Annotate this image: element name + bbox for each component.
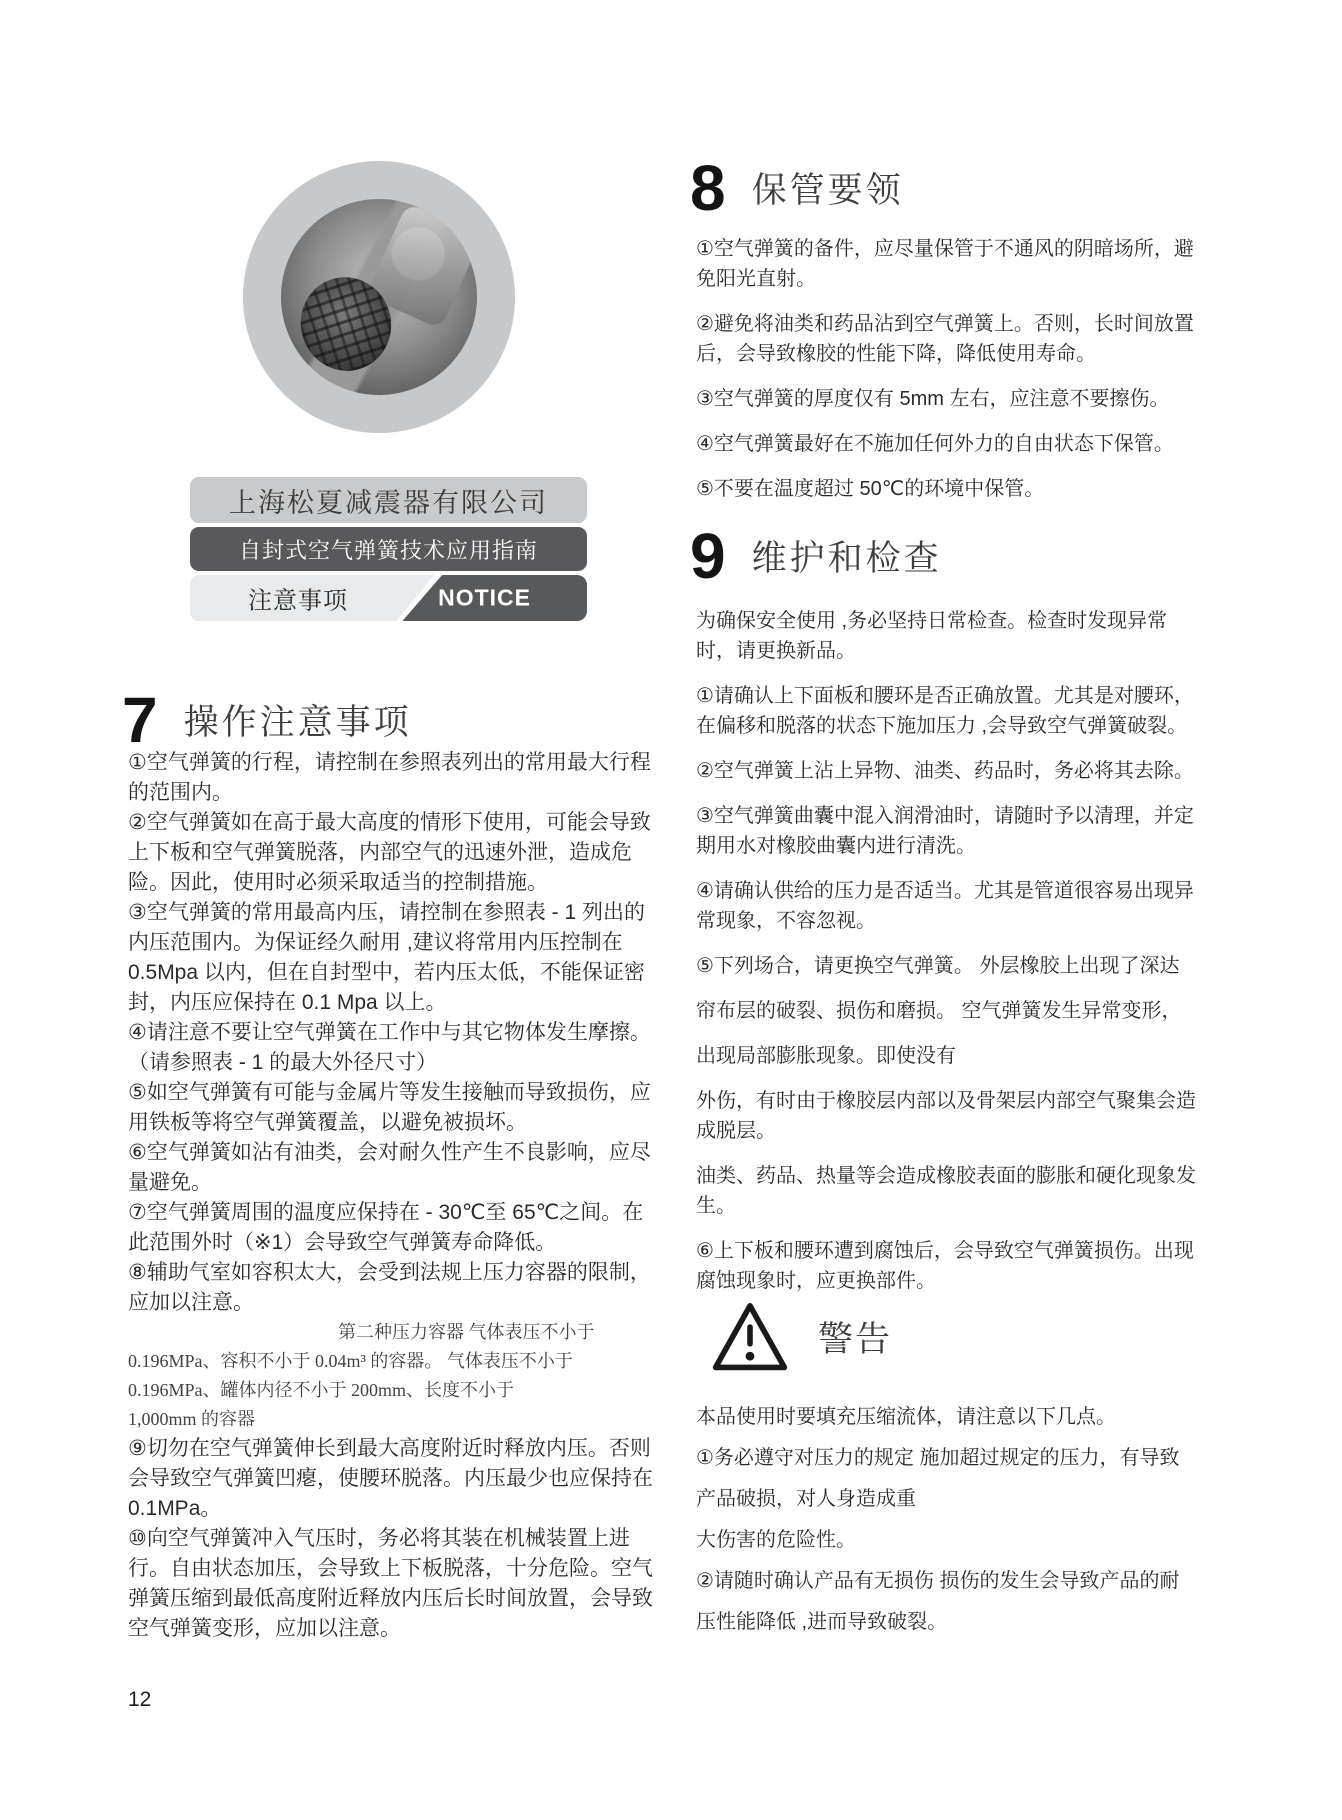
section-7-paragraph: ⑨切勿在空气弹簧伸长到最大高度附近时释放内压。否则会导致空气弹簧凹瘪，使腰环脱落。内压最少也应保持在 0.1MPa。 bbox=[128, 1437, 653, 1520]
notice-label-zh: 注意事项 bbox=[248, 587, 348, 615]
section-8-item: ①空气弹簧的备件，应尽量保管于不通风的阴暗场所，避免阳光直射。 bbox=[696, 238, 1194, 290]
warning-triangle-icon bbox=[710, 1300, 790, 1374]
section-8-item: ②避免将油类和药品沾到空气弹簧上。否则，长时间放置后，会导致橡胶的性能下降，降低使用寿命。 bbox=[696, 313, 1194, 365]
guide-subtitle-banner bbox=[190, 527, 587, 571]
section-8-number: 8 bbox=[690, 152, 726, 224]
section-7-title: 操作注意事项 bbox=[183, 703, 412, 742]
air-spring-photo bbox=[281, 199, 477, 395]
page-number: 12 bbox=[128, 1688, 152, 1711]
company-name-banner bbox=[190, 477, 587, 523]
section-8-item: ⑤不要在温度超过 50℃的环境中保管。 bbox=[696, 478, 1045, 500]
section-9-item: ②空气弹簧上沾上异物、油类、药品时，务必将其去除。 bbox=[696, 760, 1194, 782]
warning-line: ①务必遵守对压力的规定 施加超过规定的压力，有导致 bbox=[696, 1447, 1180, 1469]
section-7-paragraph: ⑤如空气弹簧有可能与金属片等发生接触而导致损伤，应用铁板等将空气弹簧覆盖，以避免被损坏。 bbox=[128, 1081, 651, 1134]
pressure-vessel-note-line: 0.196MPa、罐体内径不小于 200mm、长度不小于 bbox=[128, 1380, 515, 1400]
section-9-body bbox=[696, 606, 1200, 1311]
section-9-item: ③空气弹簧曲囊中混入润滑油时，请随时予以清理，并定期用水对橡胶曲囊内进行清洗。 bbox=[696, 805, 1194, 857]
section-8-title: 保管要领 bbox=[751, 171, 904, 210]
section-7-number: 7 bbox=[122, 684, 158, 756]
notice-label-en: NOTICE bbox=[438, 584, 531, 611]
section-9-item: 出现局部膨胀现象。即使没有 bbox=[696, 1045, 956, 1067]
warning-line: 产品破损，对人身造成重 bbox=[696, 1488, 916, 1510]
warning-title: 警告 bbox=[818, 1320, 893, 1359]
section-8-body bbox=[696, 234, 1200, 519]
section-9-item: 外伤，有时由于橡胶层内部以及骨架层内部空气聚集会造成脱层。 bbox=[696, 1090, 1196, 1142]
section-9-item: ⑤下列场合，请更换空气弹簧。 外层橡胶上出现了深达 bbox=[696, 955, 1180, 977]
section-8-heading bbox=[690, 152, 904, 224]
section-9-title: 维护和检查 bbox=[751, 539, 942, 578]
product-photo-ring bbox=[243, 161, 515, 433]
section-7-paragraph: ③空气弹簧的常用最高内压，请控制在参照表 - 1 列出的内压范围内。为保证经久耐用 ,建议将常用内压控制在 0.5Mpa 以内，但在自封型中，若内压太低，不能保证密封，内压应保持在 0.1 Mpa 以上。 bbox=[128, 901, 645, 1014]
notice-tab bbox=[190, 575, 587, 621]
pressure-vessel-note-line: 0.196MPa、容积不小于 0.04m³ 的容器。 气体表压不小于 bbox=[128, 1351, 573, 1371]
section-7-paragraph: ④请注意不要让空气弹簧在工作中与其它物体发生摩擦。（请参照表 - 1 的最大外径尺寸） bbox=[128, 1021, 651, 1074]
section-7-paragraph: ⑥空气弹簧如沾有油类，会对耐久性产生不良影响，应尽量避免。 bbox=[128, 1141, 651, 1194]
warning-line: 大伤害的危险性。 bbox=[696, 1529, 856, 1551]
section-9-heading bbox=[690, 520, 942, 592]
section-9-number: 9 bbox=[690, 520, 726, 592]
section-7-body bbox=[128, 748, 656, 1644]
warning-body bbox=[696, 1402, 1200, 1648]
section-9-item: ④请确认供给的压力是否适当。尤其是管道很容易出现异常现象，不容忽视。 bbox=[696, 880, 1194, 932]
section-7-paragraph: ①空气弹簧的行程，请控制在参照表列出的常用最大行程的范围内。 bbox=[128, 751, 651, 804]
section-9-item: 油类、药品、热量等会造成橡胶表面的膨胀和硬化现象发生。 bbox=[696, 1165, 1196, 1217]
pressure-vessel-note-line: 1,000mm 的容器 bbox=[128, 1409, 256, 1429]
warning-heading bbox=[710, 1300, 892, 1374]
warning-line: 压性能降低 ,进而导致破裂。 bbox=[696, 1611, 948, 1633]
section-7-paragraph: ⑧辅助气室如容积太大，会受到法规上压力容器的限制，应加以注意。 bbox=[128, 1261, 651, 1314]
section-8-item: ③空气弹簧的厚度仅有 5mm 左右，应注意不要擦伤。 bbox=[696, 388, 1170, 410]
section-7-paragraph: ⑦空气弹簧周围的温度应保持在 - 30℃至 65℃之间。在此范围外时（※1）会导致空气弹簧寿命降低。 bbox=[128, 1201, 644, 1254]
section-9-intro: 为确保安全使用 ,务必坚持日常检查。检查时发现异常时，请更换新品。 bbox=[696, 610, 1168, 662]
section-7-paragraph: ⑩向空气弹簧冲入气压时，务必将其装在机械装置上进行。自由状态加压，会导致上下板脱落，十分危险。空气弹簧压缩到最低高度附近释放内压后长时间放置，会导致空气弹簧变形，应加以注意。 bbox=[128, 1527, 653, 1640]
section-9-item: 帘布层的破裂、损伤和磨损。 空气弹簧发生异常变形， bbox=[696, 1000, 1182, 1022]
warning-line: 本品使用时要填充压缩流体，请注意以下几点。 bbox=[696, 1406, 1116, 1428]
guide-subtitle: 自封式空气弹簧技术应用指南 bbox=[238, 537, 538, 563]
company-name: 上海松夏减震器有限公司 bbox=[229, 487, 548, 518]
section-7-paragraph: ②空气弹簧如在高于最大高度的情形下使用，可能会导致上下板和空气弹簧脱落，内部空气的迅速外泄，造成危险。因此，使用时必须采取适当的控制措施。 bbox=[128, 811, 651, 894]
section-8-item: ④空气弹簧最好在不施加任何外力的自由状态下保管。 bbox=[696, 433, 1174, 455]
section-9-item: ⑥上下板和腰环遭到腐蚀后，会导致空气弹簧损伤。出现腐蚀现象时，应更换部件。 bbox=[696, 1240, 1194, 1292]
warning-line: ②请随时确认产品有无损伤 损伤的发生会导致产品的耐 bbox=[696, 1570, 1180, 1592]
section-7-heading bbox=[122, 684, 412, 756]
pressure-vessel-note-line: 第二种压力容器 气体表压不小于 bbox=[338, 1322, 595, 1342]
section-9-item: ①请确认上下面板和腰环是否正确放置。尤其是对腰环，在偏移和脱落的状态下施加压力 ,会导致空气弹簧破裂。 bbox=[696, 685, 1194, 737]
